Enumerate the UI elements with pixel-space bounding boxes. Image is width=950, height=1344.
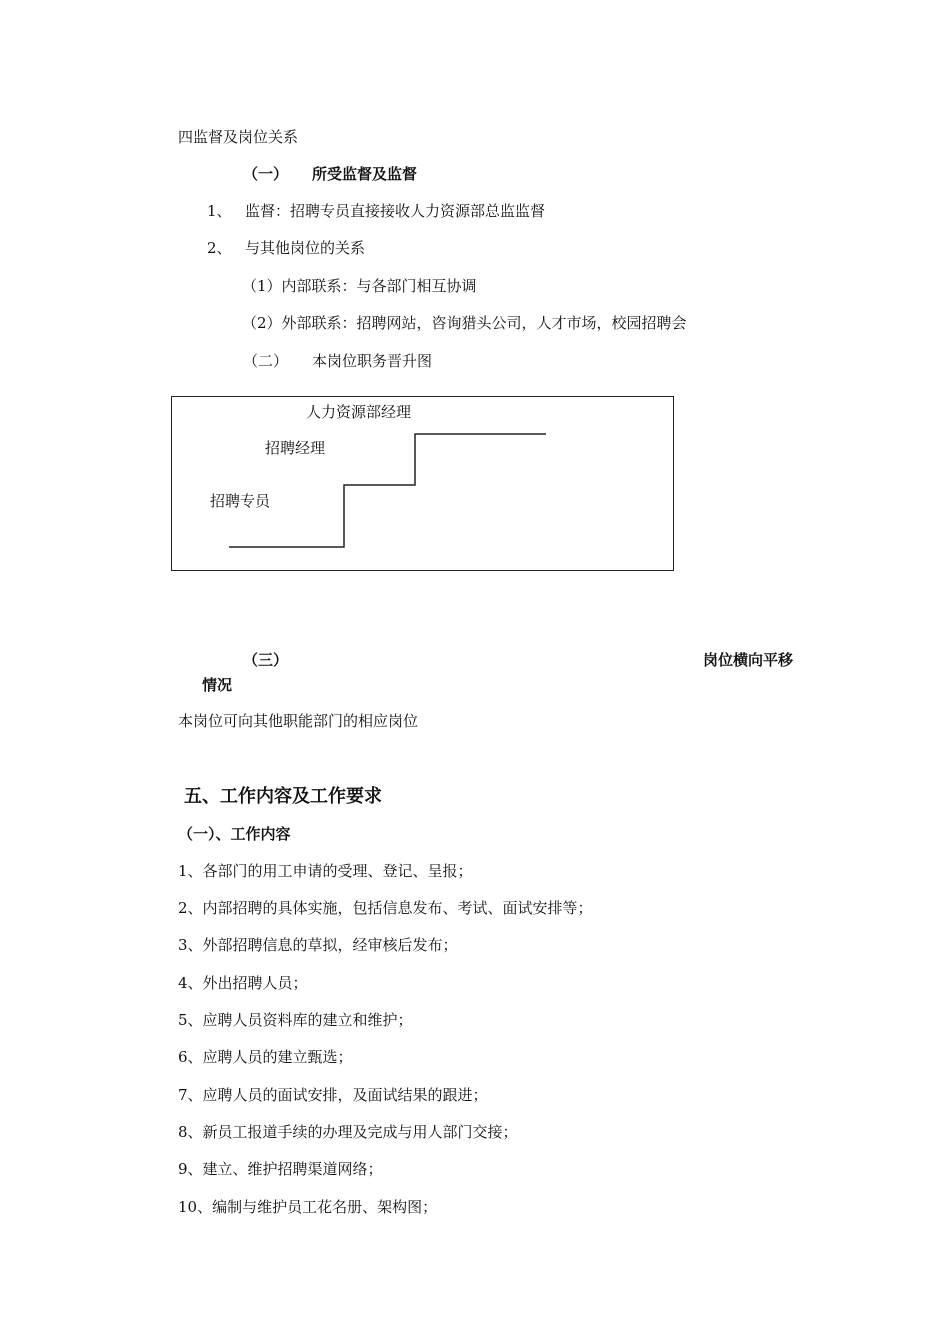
external-relation: （2）外部联系：招聘网站，咨询猎头公司，人才市场，校园招聘会 — [242, 314, 687, 332]
work-item: 1、各部门的用工申请的受理、登记、呈报； — [178, 862, 473, 880]
section5-sub1: （一）、工作内容 — [178, 825, 291, 843]
level-hr-manager: 人力资源部经理 — [306, 403, 412, 421]
work-item: 2、内部招聘的具体实施，包括信息发布、考试、面试安排等； — [178, 899, 593, 917]
section4-title: 四监督及岗位关系 — [178, 128, 299, 146]
sub3-title-part2: 情况 — [202, 676, 233, 694]
item1-number: 1、 — [207, 202, 232, 220]
sub2-title: 本岗位职务晋升图 — [312, 352, 433, 370]
work-item: 10、编制与维护员工花名册、架构图； — [178, 1198, 438, 1216]
work-item: 5、应聘人员资料库的建立和维护； — [178, 1011, 413, 1029]
sub3-number: （三） — [243, 651, 289, 669]
internal-relation: （1）内部联系：与各部门相互协调 — [242, 277, 477, 295]
work-item: 3、外部招聘信息的草拟，经审核后发布； — [178, 936, 458, 954]
transfer-text: 本岗位可向其他职能部门的相应岗位 — [178, 712, 419, 730]
item1-text: 监督：招聘专员直接接收人力资源部总监监督 — [245, 202, 546, 220]
section5-title: 五、工作内容及工作要求 — [184, 786, 382, 807]
sub2-number: （二） — [243, 352, 289, 370]
item2-text: 与其他岗位的关系 — [245, 239, 366, 257]
work-item: 8、新员工报道手续的办理及完成与用人部门交接； — [178, 1123, 518, 1141]
sub1-number: （一） — [243, 165, 289, 183]
sub1-title: 所受监督及监督 — [312, 165, 418, 183]
work-item: 6、应聘人员的建立甄选； — [178, 1048, 353, 1066]
work-item: 4、外出招聘人员； — [178, 974, 308, 992]
work-item: 9、建立、维护招聘渠道网络； — [178, 1160, 383, 1178]
level-specialist: 招聘专员 — [210, 492, 271, 510]
promotion-staircase — [171, 396, 674, 571]
level-recruit-manager: 招聘经理 — [265, 439, 326, 457]
sub3-title-part1: 岗位横向平移 — [703, 651, 794, 669]
work-item: 7、应聘人员的面试安排，及面试结果的跟进； — [178, 1086, 488, 1104]
item2-number: 2、 — [207, 239, 232, 257]
